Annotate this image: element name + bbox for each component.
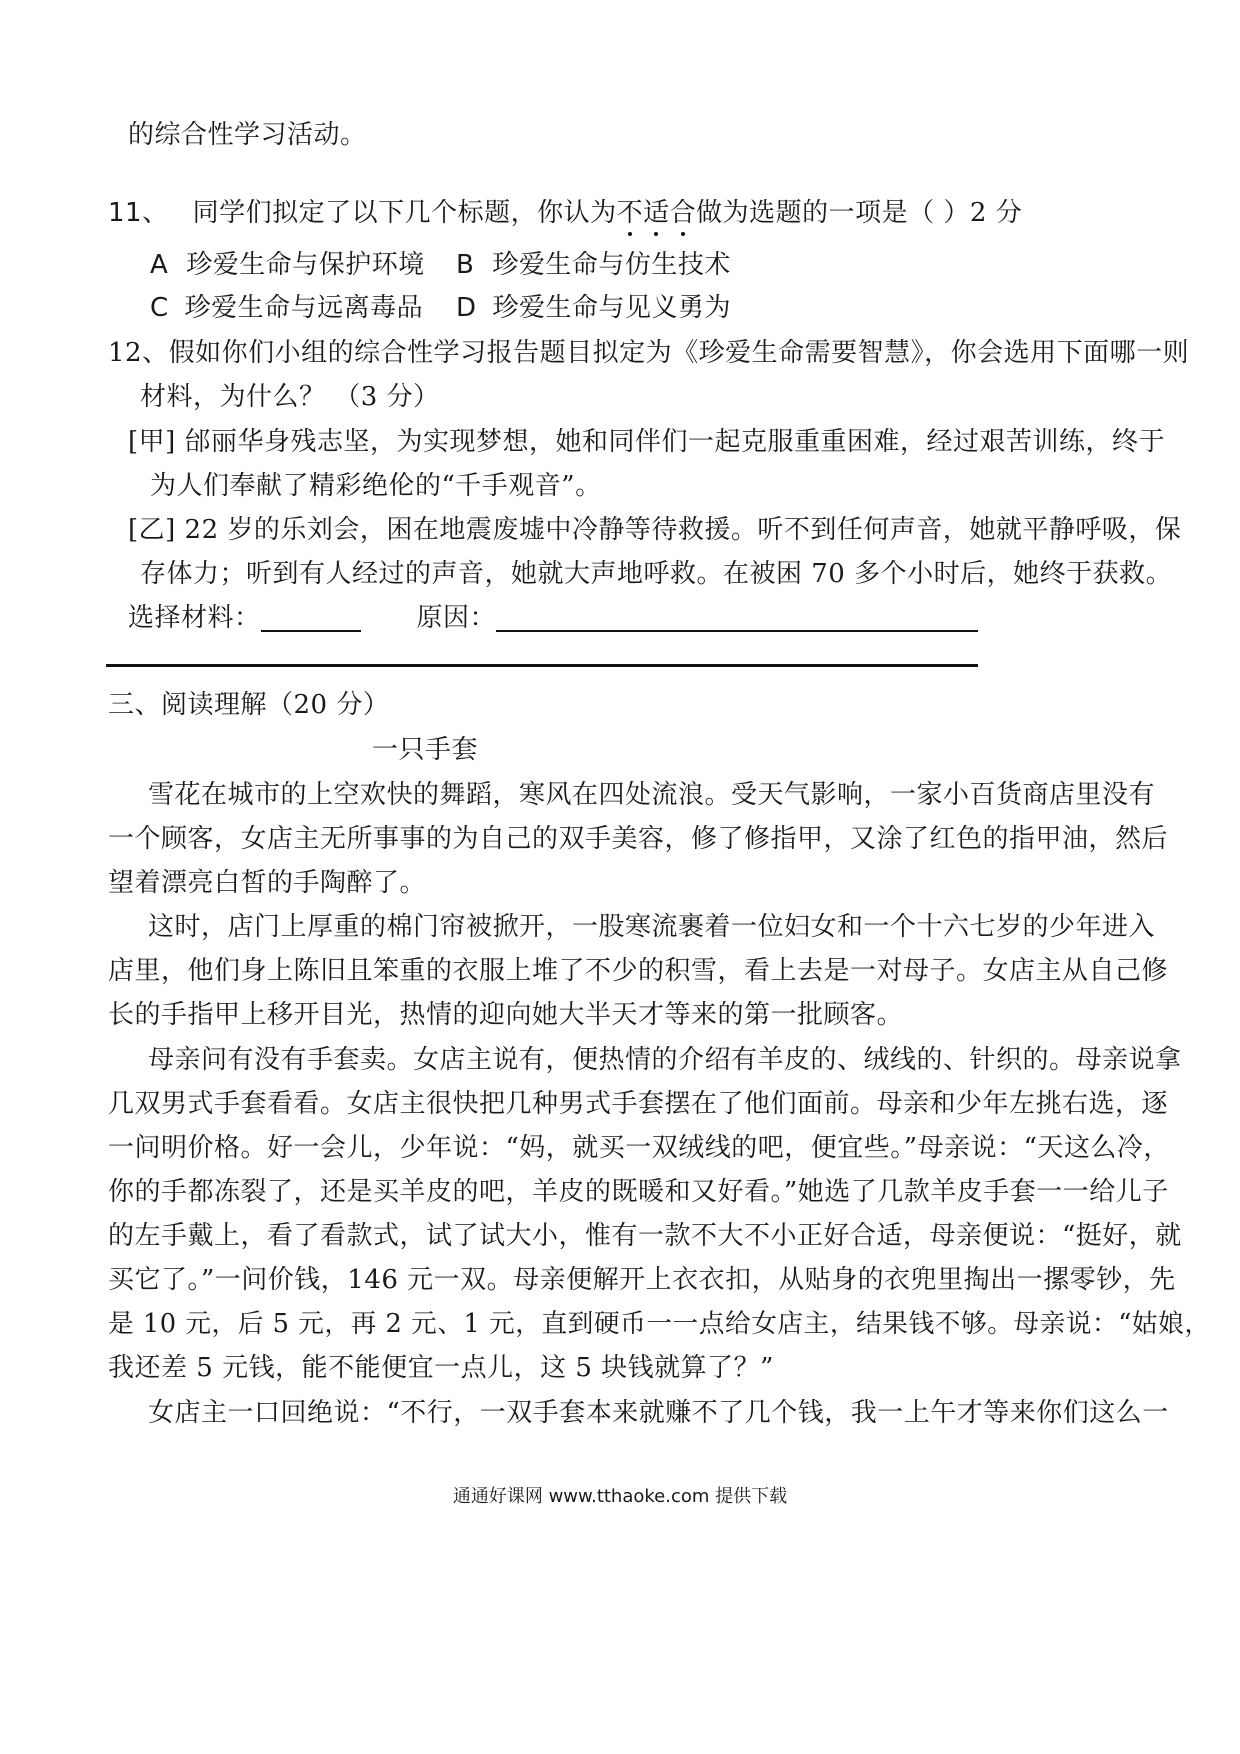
paragraph-3-line: 是 10 元，后 5 元，再 2 元、1 元，直到硬币一一点给女店主，结果钱不够。母亲说：“姑娘， bbox=[108, 1309, 1211, 1339]
paragraph-1-line: 雪花在城市的上空欢快的舞蹈，寒风在四处流浪。受天气影响，一家小百货商店里没有 bbox=[148, 780, 1156, 810]
paragraph-3-line: 几双男式手套看看。女店主很快把几种男式手套摆在了他们面前。母亲和少年左挑右选，逐 bbox=[108, 1089, 1169, 1119]
paragraph-1-line: 望着漂亮白皙的手陶醉了。 bbox=[108, 868, 427, 898]
option-letter: C bbox=[150, 293, 169, 323]
material-jia-line-2: 为人们奉献了精彩绝伦的“千手观音”。 bbox=[150, 471, 602, 501]
answer-row bbox=[128, 601, 978, 635]
option-a[interactable] bbox=[150, 248, 425, 282]
material-yi-line-1: [乙] 22 岁的乐刘会，困在地震废墟中冷静等待救援。听不到任何声音，她就平静呼吸，保 bbox=[128, 515, 1182, 545]
question-11-prefix: 同学们拟定了以下几个标题，你认为 bbox=[192, 198, 617, 228]
footer-watermark: 通通好课网 www.tthaoke.com 提供下载 bbox=[452, 1486, 788, 1507]
emphasis-char: 不 bbox=[616, 198, 644, 228]
option-b[interactable] bbox=[456, 248, 731, 282]
option-text: 珍爱生命与见义勇为 bbox=[492, 293, 732, 323]
option-c[interactable] bbox=[150, 291, 423, 325]
paragraph-2-line: 长的手指甲上移开目光，热情的迎向她大半天才等来的第一批顾客。 bbox=[108, 1000, 904, 1030]
emphasis-char: 合 bbox=[669, 198, 697, 228]
emphasis-char: 适 bbox=[643, 198, 670, 228]
option-text: 珍爱生命与保护环境 bbox=[186, 250, 425, 280]
paragraph-1-line: 一个顾客，女店主无所事事的为自己的双手美容，修了修指甲，又涂了红色的指甲油，然后 bbox=[108, 824, 1169, 854]
question-12-line-1: 12、假如你们小组的综合性学习报告题目拟定为《珍爱生命需要智慧》，你会选用下面哪一则 bbox=[108, 338, 1190, 368]
paragraph-3-line: 我还差 5 元钱，能不能便宜一点儿，这 5 块钱就算了？” bbox=[108, 1353, 774, 1383]
paragraph-3-line: 的左手戴上，看了看款式，试了试大小，惟有一款不大不小正好合适，母亲便说：“挺好，就 bbox=[108, 1221, 1182, 1251]
material-yi-line-2: 存体力；听到有人经过的声音，她就大声地呼救。在被困 70 多个小时后，她终于获救。 bbox=[140, 559, 1173, 589]
paragraph-2-line: 店里，他们身上陈旧且笨重的衣服上堆了不少的积雪，看上去是一对母子。女店主从自己修 bbox=[108, 956, 1169, 986]
section-3-heading: 三、阅读理解（20 分） bbox=[108, 690, 390, 720]
option-letter: A bbox=[150, 250, 169, 280]
question-11-number: 11、 bbox=[108, 198, 169, 228]
intro-line: 的综合性学习活动。 bbox=[128, 120, 367, 150]
paragraph-3-line: 母亲问有没有手套卖。女店主说有，便热情的介绍有羊皮的、绒线的、针织的。母亲说拿 bbox=[148, 1045, 1182, 1075]
option-d[interactable] bbox=[456, 291, 731, 325]
paragraph-3-line: 你的手都冻裂了，还是买羊皮的吧，羊皮的既暖和又好看。”她选了几款羊皮手套一一给儿子 bbox=[108, 1177, 1169, 1207]
answer-line-2[interactable] bbox=[106, 664, 978, 667]
reason-blank[interactable] bbox=[496, 630, 978, 632]
choose-material-label: 选择材料： bbox=[128, 603, 261, 633]
question-12-line-2: 材料，为什么？ （3 分） bbox=[140, 382, 440, 412]
option-text: 珍爱生命与远离毒品 bbox=[184, 293, 424, 323]
question-11-stem bbox=[108, 196, 1022, 230]
paragraph-2-line: 这时，店门上厚重的棉门帘被掀开，一股寒流裹着一位妇女和一个十六七岁的少年进入 bbox=[148, 912, 1156, 942]
option-letter: B bbox=[456, 250, 475, 280]
paragraph-4-line: 女店主一口回绝说：“不行，一双手套本来就赚不了几个钱，我一上午才等来你们这么一 bbox=[148, 1398, 1169, 1428]
paragraph-3-line: 买它了。”一问价钱，146 元一双。母亲便解开上衣衣扣，从贴身的衣兜里掏出一摞零钞，先 bbox=[108, 1265, 1176, 1295]
paragraph-3-line: 一问明价格。好一会儿，少年说：“妈，就买一双绒线的吧，便宜些。”母亲说：“天这么冷， bbox=[108, 1133, 1170, 1163]
choose-material-blank[interactable] bbox=[261, 630, 361, 632]
passage-title: 一只手套 bbox=[372, 735, 479, 765]
material-jia-line-1: [甲] 邰丽华身残志坚，为实现梦想，她和同伴们一起克服重重困难，经过艰苦训练，终于 bbox=[128, 427, 1166, 457]
option-text: 珍爱生命与仿生技术 bbox=[492, 250, 731, 280]
option-letter: D bbox=[456, 293, 477, 323]
question-11-suffix: 做为选题的一项是（ ）2 分 bbox=[696, 198, 1023, 228]
reason-label: 原因： bbox=[416, 603, 497, 633]
